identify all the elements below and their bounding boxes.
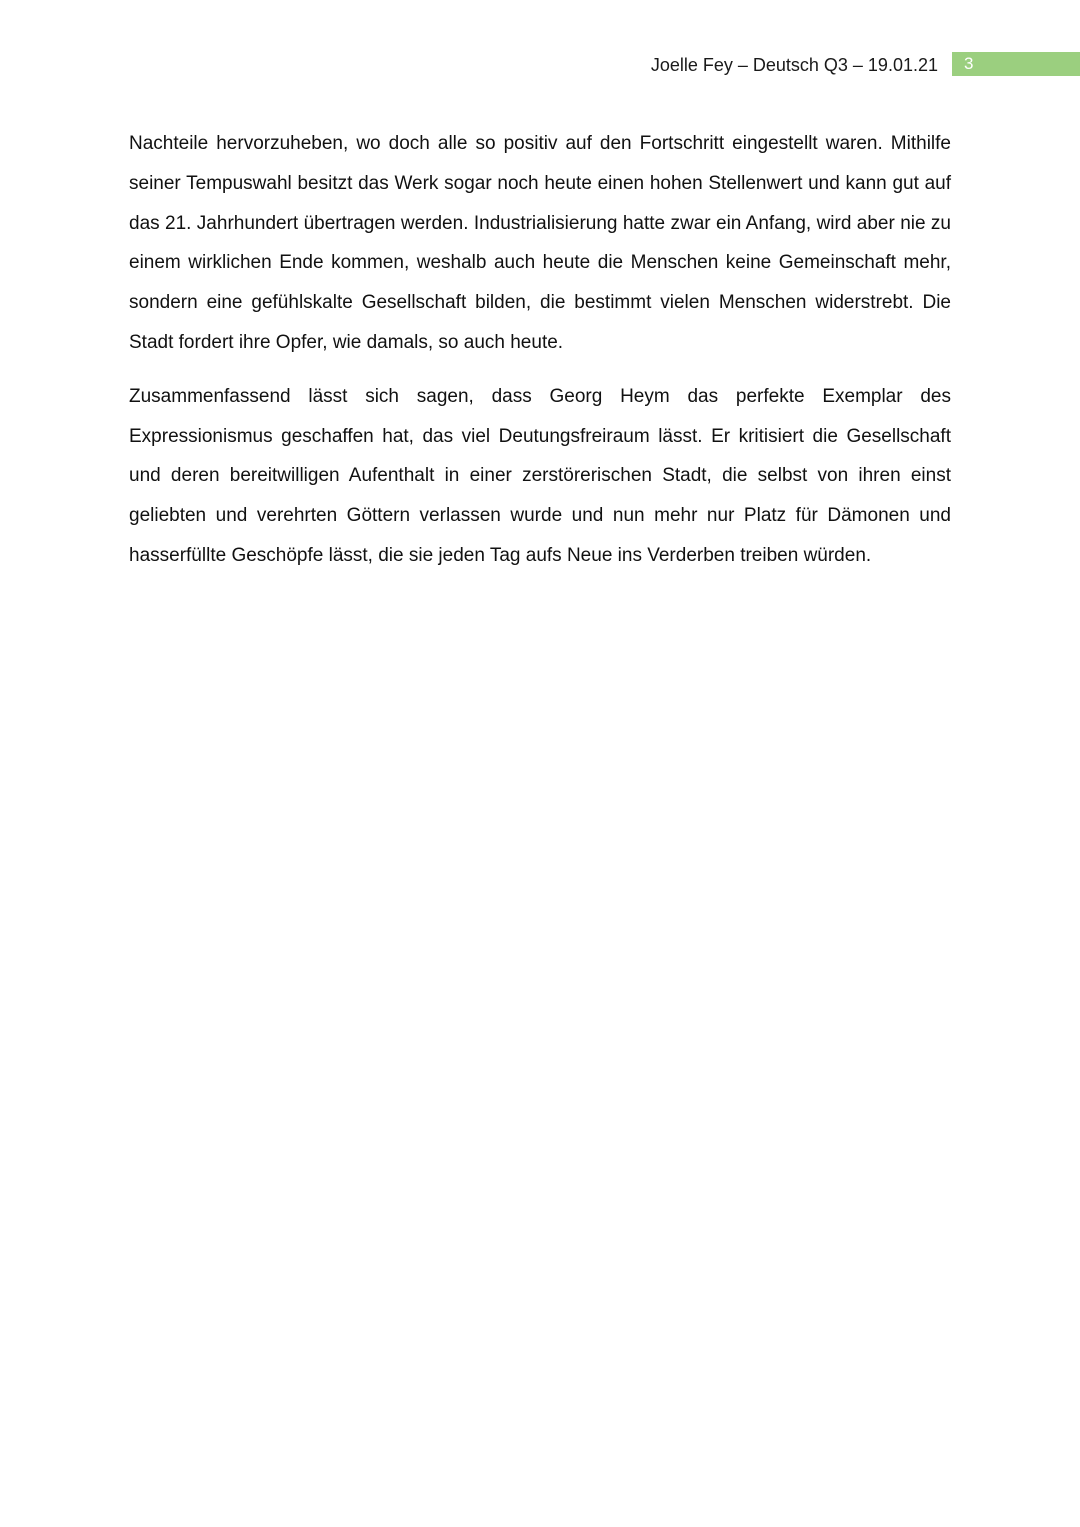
page-number-tab [952,52,1080,76]
paragraph-1: Nachteile hervorzuheben, wo doch alle so positiv auf den Fortschritt eingestellt waren. Mithilfe seiner Tempuswahl besitzt das Werk sogar noch heute einen hohen Stellenwert und kann gut auf das 21. Jahrhundert übertragen werden. Industrialisierung hatte zwar ein Anfang, wird aber nie zu einem wirklichen Ende kommen, weshalb auch heute die Menschen keine Gemeinschaft mehr, sondern eine gefühlskalte Gesellschaft bilden, die bestimmt vielen Menschen widerstrebt. Die Stadt fordert ihre Opfer, wie damals, so auch heute. [129,133,951,353]
page-header [0,52,1080,78]
header-title: Joelle Fey – Deutsch Q3 – 19.01.21 [650,55,938,75]
page-number: 3 [964,54,974,73]
paragraph-2: Zusammenfassend lässt sich sagen, dass Georg Heym das perfekte Exemplar des Expressionismus geschaffen hat, das viel Deutungsfreiraum lässt. Er kritisiert die Gesellschaft und deren bereitwilligen Aufenthalt in einer zerstörerischen Stadt, die selbst von ihren einst geliebten und verehrten Göttern verlassen wurde und nun mehr nur Platz für Dämonen und hasserfüllte Geschöpfe lässt, die sie jeden Tag aufs Neue ins Verderben treiben würden. [129,385,951,566]
document-body [129,124,951,590]
